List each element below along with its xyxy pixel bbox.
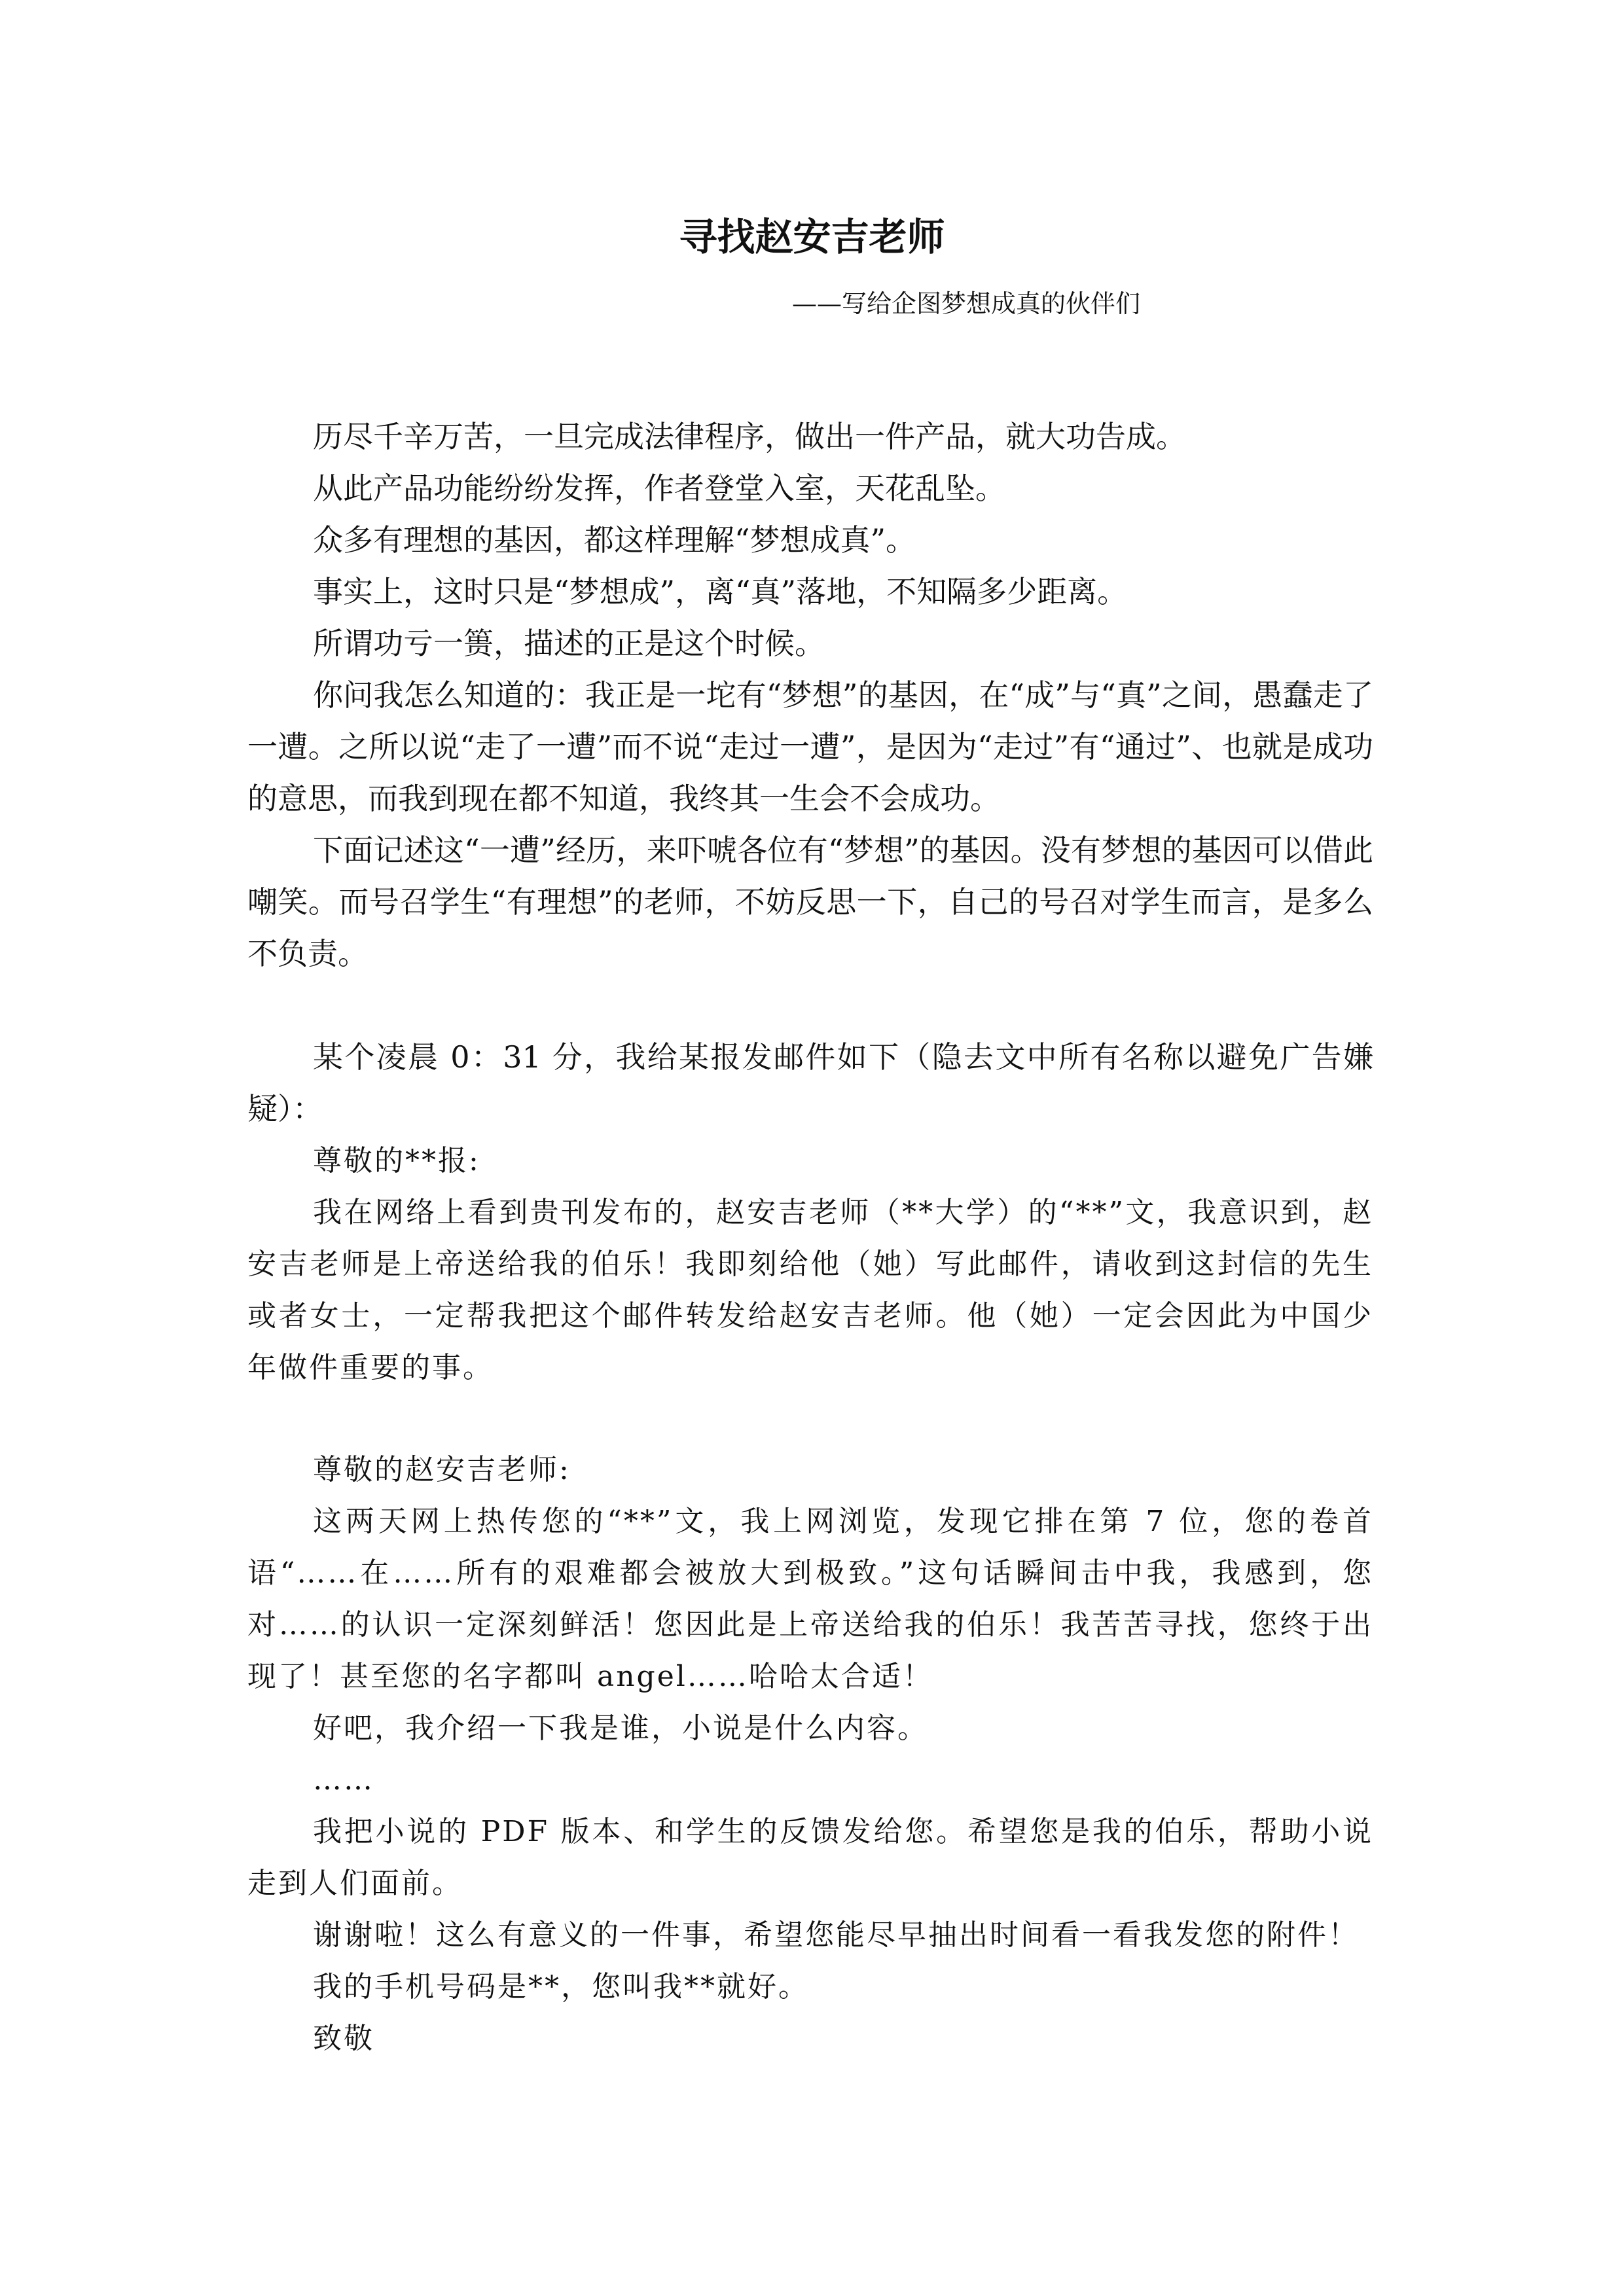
letter-paragraph: 我把小说的 PDF 版本、和学生的反馈发给您。希望您是我的伯乐，帮助小说走到人们面前。: [247, 1815, 1373, 1900]
intro-paragraph: 事实上，这时只是“梦想成”，离“真”落地，不知隔多少距离。: [313, 574, 1128, 609]
intro-paragraph: 众多有理想的基因，都这样理解“梦想成真”。: [313, 522, 916, 558]
letter-closing: 致敬: [313, 2022, 374, 2055]
letter-paragraph: 我在网络上看到贵刊发布的，赵安吉老师（**大学）的“**”文，我意识到，赵安吉老师是上帝送给我的伯乐！我即刻给他（她）写此邮件，请收到这封信的先生或者女士，一定帮我把这个邮件转发给赵安吉老师。他（她）一定会因此为中国少年做件重要的事。: [247, 1196, 1373, 1384]
document-subtitle: ——写给企图梦想成真的伙伴们: [792, 289, 1141, 318]
intro-paragraph: 历尽千辛万苦，一旦完成法律程序，做出一件产品，就大功告成。: [313, 419, 1186, 454]
letter-paragraph: 我的手机号码是**，您叫我**就好。: [313, 1970, 809, 2003]
letter-salutation: 尊敬的赵安吉老师:: [313, 1453, 571, 1486]
document-title: 寻找赵安吉老师: [679, 215, 945, 259]
letter-to-teacher-section: [247, 1444, 1373, 2064]
letter-paragraph: 谢谢啦！这么有意义的一件事，希望您能尽早抽出时间看一看我发您的附件！: [313, 1918, 1359, 1952]
intro-paragraph: 你问我怎么知道的：我正是一坨有“梦想”的基因，在“成”与“真”之间，愚蠢走了一遭。之所以说“走了一遭”而不说“走过一遭”，是因为“走过”有“通过”、也就是成功的意思，而我到现在都不知道，我终其一生会不会成功。: [247, 677, 1373, 816]
email-intro-paragraph: 某个凌晨 0：31 分，我给某报发邮件如下（隐去文中所有名称以避免广告嫌疑）：: [247, 1039, 1373, 1126]
letter-salutation: 尊敬的**报:: [313, 1144, 480, 1177]
intro-paragraph: 从此产品功能纷纷发挥，作者登堂入室，天花乱坠。: [313, 471, 1005, 506]
letter-paragraph: 好吧，我介绍一下我是谁，小说是什么内容。: [313, 1712, 928, 1745]
email-to-newspaper-section: [247, 1031, 1373, 1393]
intro-paragraph: 下面记述这“一遭”经历，来吓唬各位有“梦想”的基因。没有梦想的基因可以借此嘲笑。而号召学生“有理想”的老师，不妨反思一下，自己的号召对学生而言，是多么不负责。: [247, 833, 1373, 971]
intro-paragraph: 所谓功亏一篑，描述的正是这个时候。: [313, 626, 825, 661]
letter-ellipsis: ……: [313, 1763, 374, 1797]
letter-paragraph: 这两天网上热传您的“**”文，我上网浏览，发现它排在第 7 位，您的卷首语“……在……所有的艰难都会被放大到极致。”这句话瞬间击中我，我感到，您对……的认识一定深刻鲜活！您因此是上帝送给我的伯乐！我苦苦寻找，您终于出现了！甚至您的名字都叫 angel……哈哈太合适！: [247, 1505, 1373, 1693]
intro-section: [247, 411, 1373, 980]
